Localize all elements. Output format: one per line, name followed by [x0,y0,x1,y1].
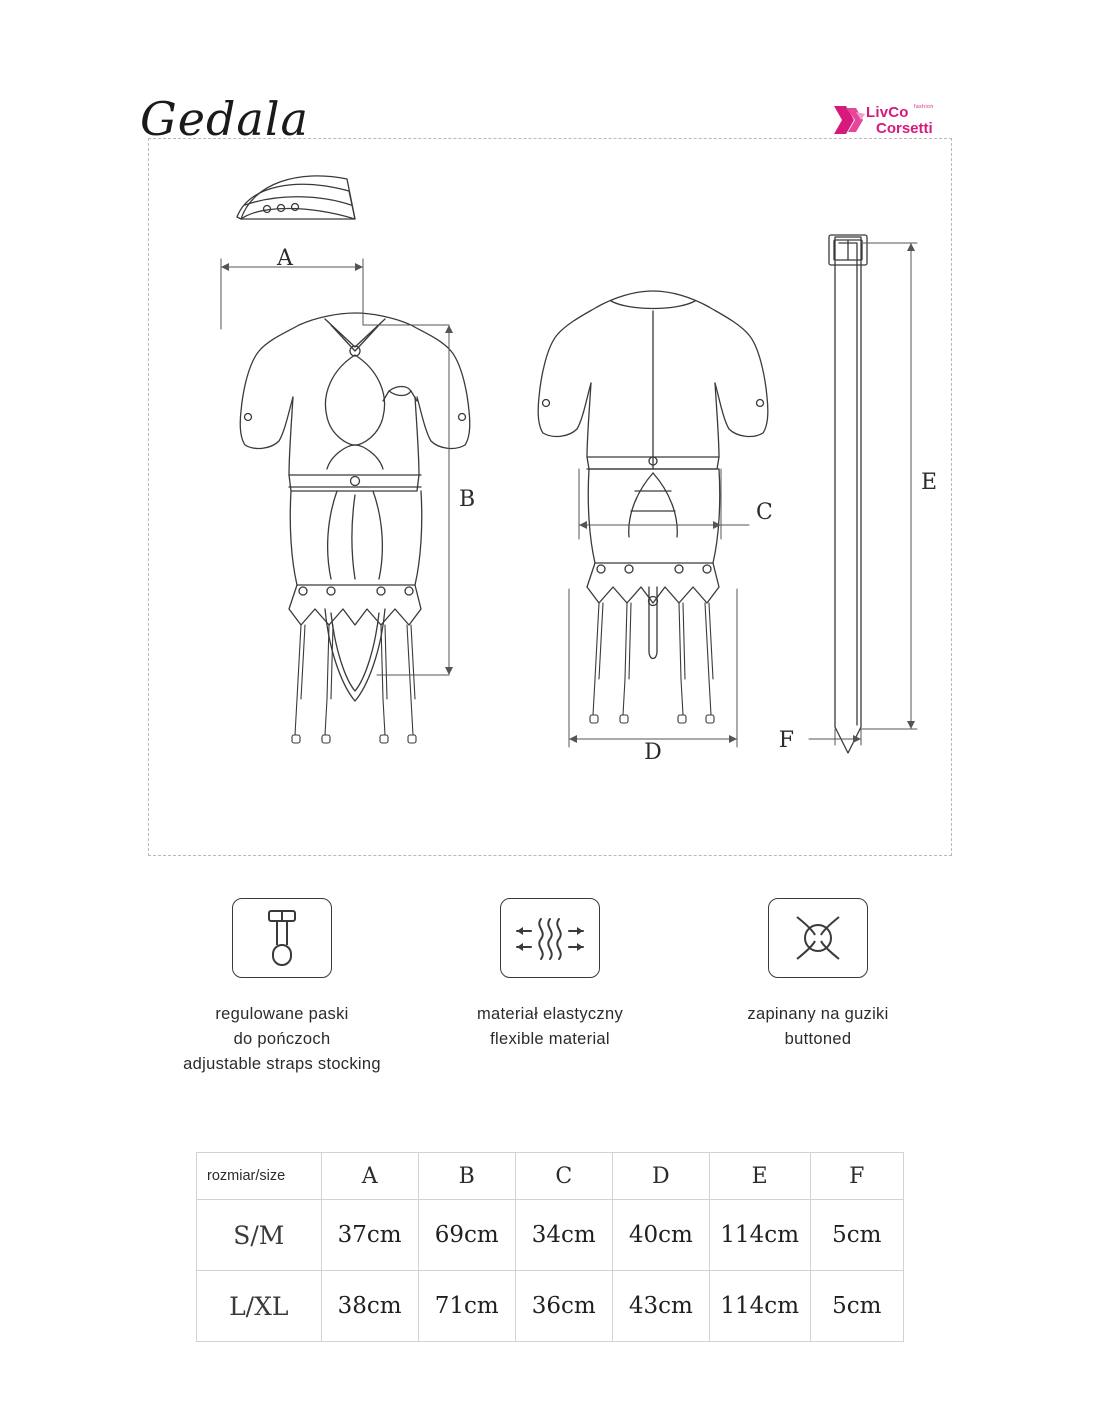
table-header-d: D [612,1153,709,1200]
feature-line: do pończoch [233,1030,331,1048]
technical-drawing-frame [148,138,952,856]
measure-label-c: C [756,500,773,525]
feature-caption-buttoned [684,1002,952,1052]
icon-box-buttoned [768,898,868,978]
belt-drawing [829,235,867,753]
row-size-label: S/M [197,1200,322,1271]
cell-d: 43cm [612,1271,709,1342]
feature-buttoned [684,898,952,1052]
cell-f: 5cm [810,1271,903,1342]
adjustable-garter-strap-icon [233,899,331,977]
feature-line: adjustable straps stocking [183,1055,381,1073]
page-header [0,40,1100,146]
brand-name: LivCo [866,104,909,121]
brand-subname: Corsetti [876,120,933,137]
measure-label-e: E [921,470,938,495]
feature-line: materiał elastyczny [477,1005,623,1023]
table-header-a: A [321,1153,418,1200]
cell-f: 5cm [810,1200,903,1271]
feature-caption-adjustable-straps [148,1002,416,1077]
feature-list [148,898,952,1118]
cell-e: 114cm [709,1200,810,1271]
feature-caption-flexible-material [416,1002,684,1052]
feature-line: regulowane paski [215,1005,349,1023]
cell-d: 40cm [612,1200,709,1271]
cell-b: 71cm [418,1271,515,1342]
brand-tagline: fashion [914,104,934,110]
cell-a: 37cm [321,1200,418,1271]
measure-label-f: F [778,728,794,753]
measure-label-d: D [644,740,662,765]
cell-c: 34cm [515,1200,612,1271]
bodysuit-back-drawing [538,291,768,723]
icon-box-adjustable-straps [232,898,332,978]
table-header-size: rozmiar/size [197,1153,322,1200]
table-header-f: F [810,1153,903,1200]
flexible-material-icon [501,899,599,977]
feature-adjustable-straps [148,898,416,1077]
feature-line: flexible material [490,1030,610,1048]
table-header-row [197,1153,904,1200]
cell-b: 69cm [418,1200,515,1271]
nurse-hat-drawing [237,176,355,219]
table-header-e: E [709,1153,810,1200]
measure-label-b: B [459,487,476,512]
table-header-c: C [515,1153,612,1200]
bodysuit-front-drawing [240,313,470,743]
row-size-label: L/XL [197,1271,322,1342]
feature-line: zapinany na guziki [747,1005,889,1023]
measure-label-a: A [277,246,293,271]
table-header-b: B [418,1153,515,1200]
size-table [196,1152,904,1342]
buttoned-icon [769,899,867,977]
cell-c: 36cm [515,1271,612,1342]
page-title: Gedala [140,92,309,146]
feature-line: buttoned [784,1030,852,1048]
technical-drawing [149,139,953,857]
table-row [197,1200,904,1271]
table-row [197,1271,904,1342]
icon-box-flexible-material [500,898,600,978]
cell-e: 114cm [709,1271,810,1342]
feature-flexible-material [416,898,684,1052]
cell-a: 38cm [321,1271,418,1342]
brand-mark-icon [832,102,868,138]
